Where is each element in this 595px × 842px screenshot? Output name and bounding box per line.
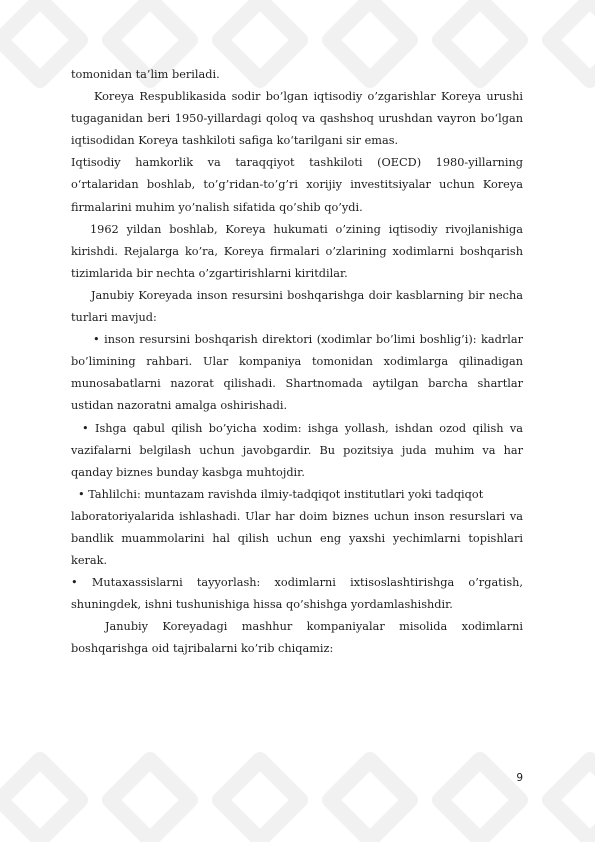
list-item: • Tahlilchi: muntazam ravishda ilmiy-tadqiqot institutlari yoki tadqiqot bbox=[78, 487, 484, 501]
paragraph: laboratoriyalarida ishlashadi. Ular har doim biznes uchun inson resurslari va bandlik muammolarini hal qilish uchun eng yaxshi yechimlarni topishlari kerak. bbox=[71, 509, 523, 568]
page-number: 9 bbox=[516, 772, 523, 784]
paragraph: Koreya Respublikasida sodir bo’lgan iqtisodiy o’zgarishlar Koreya urushi tugaganidan beri 1950-yillardagi qoloq va qashshoq urushdan vayron bo‘lgan iqtisodidan Koreya tashkiloti safiga ko‘tarilgani sir emas. bbox=[71, 90, 523, 148]
paragraph: tomonidan ta’lim beriladi. bbox=[71, 68, 220, 81]
paragraph: Iqtisodiy hamkorlik va taraqqiyot tashkiloti (OECD) 1980-yillarning o‘rtalaridan boshlab, to’g’ridan-to’g’ri xorijiy investitsiyalar uchun Koreya firmalarini muhim yo’nalish sifatida qo’shib qo’ydi. bbox=[71, 156, 523, 214]
list-item: • inson resursini boshqarish direktori (xodimlar bo’limi boshlig’i): kadrlar bo’limining rahbari. Ular kompaniya tomonidan xodimlarga qilinadigan munosabatlarni nazorat qilishadi. Shartnomada aytilgan barcha shartlar ustidan nazoratni amalga oshirishadi. bbox=[71, 333, 523, 413]
list-item: • Ishga qabul qilish bo’yicha xodim: ishga yollash, ishdan ozod qilish va vazifalarni belgilash uchun javobgardir. Bu pozitsiya juda muhim va har qanday biznes bunday kasbga muhtojdir. bbox=[71, 421, 523, 479]
paragraph: Janubiy Koreyada inson resursini boshqarishga doir kasblarning bir necha turlari mavjud: bbox=[71, 288, 523, 325]
paragraph: 1962 yildan boshlab, Koreya hukumati o’zining iqtisodiy rivojlanishiga kirishdi. Rejalarga ko’ra, Koreya firmalari o’zlarining xodimlarni boshqarish tizimlarida bir nechta o’zgartirishlarni kiritdilar. bbox=[71, 222, 523, 280]
body-text bbox=[71, 64, 523, 661]
paragraph: Janubiy Koreyadagi mashhur kompaniyalar misolida xodimlarni boshqarishga oid tajribalarni ko’rib chiqamiz: bbox=[71, 620, 523, 656]
list-item: • Mutaxassislarni tayyorlash: xodimlarni ixtisoslashtirishga o’rgatish, shuningdek, ishni tushunishiga hissa qo’shishga yordamlashishdir. bbox=[71, 576, 523, 612]
